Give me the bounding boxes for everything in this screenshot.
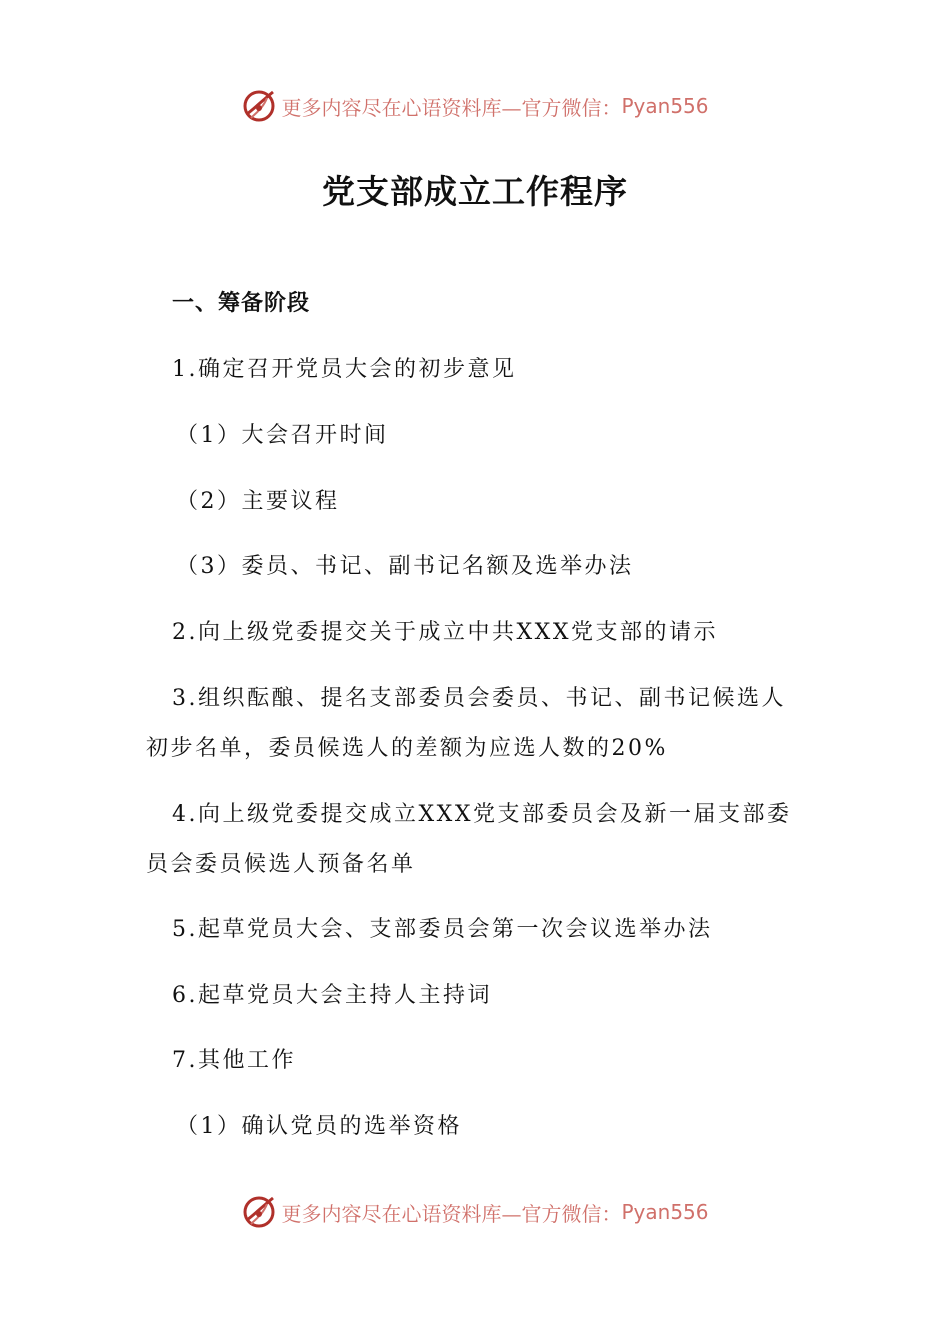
list-item: 7.其他工作 xyxy=(172,1048,296,1073)
document-title: 党支部成立工作程序 xyxy=(322,172,628,211)
list-item: （1）大会召开时间 xyxy=(176,423,389,448)
list-item: （3）委员、书记、副书记名额及选举办法 xyxy=(176,554,634,579)
list-item: 4.向上级党委提交成立XXX党支部委员会及新一届支部委 xyxy=(172,802,792,827)
footer-banner xyxy=(0,1190,950,1234)
section-heading: 一、筹备阶段 xyxy=(172,291,311,316)
quill-swirl-logo-icon xyxy=(241,88,277,124)
list-item: （2）主要议程 xyxy=(176,489,340,514)
quill-swirl-logo-icon xyxy=(241,1194,277,1230)
list-item: 3.组织酝酿、提名支部委员会委员、书记、副书记候选人 xyxy=(172,686,786,711)
list-item: 1.确定召开党员大会的初步意见 xyxy=(172,357,517,382)
banner-wechat-id: Pyan556 xyxy=(621,94,709,118)
banner-wechat-id: Pyan556 xyxy=(621,1200,709,1224)
banner-text: 更多内容尽在心语资料库—官方微信： xyxy=(281,1201,622,1226)
list-item: 2.向上级党委提交关于成立中共XXX党支部的请示 xyxy=(172,620,718,645)
banner-text: 更多内容尽在心语资料库—官方微信： xyxy=(281,95,622,120)
list-item: 6.起草党员大会主持人主持词 xyxy=(172,983,492,1008)
list-item-continuation: 初步名单，委员候选人的差额为应选人数的20% xyxy=(146,736,668,761)
header-banner xyxy=(0,84,950,128)
list-item-continuation: 员会委员候选人预备名单 xyxy=(146,852,416,877)
list-item: 5.起草党员大会、支部委员会第一次会议选举办法 xyxy=(172,917,713,942)
list-item: （1）确认党员的选举资格 xyxy=(176,1114,462,1139)
